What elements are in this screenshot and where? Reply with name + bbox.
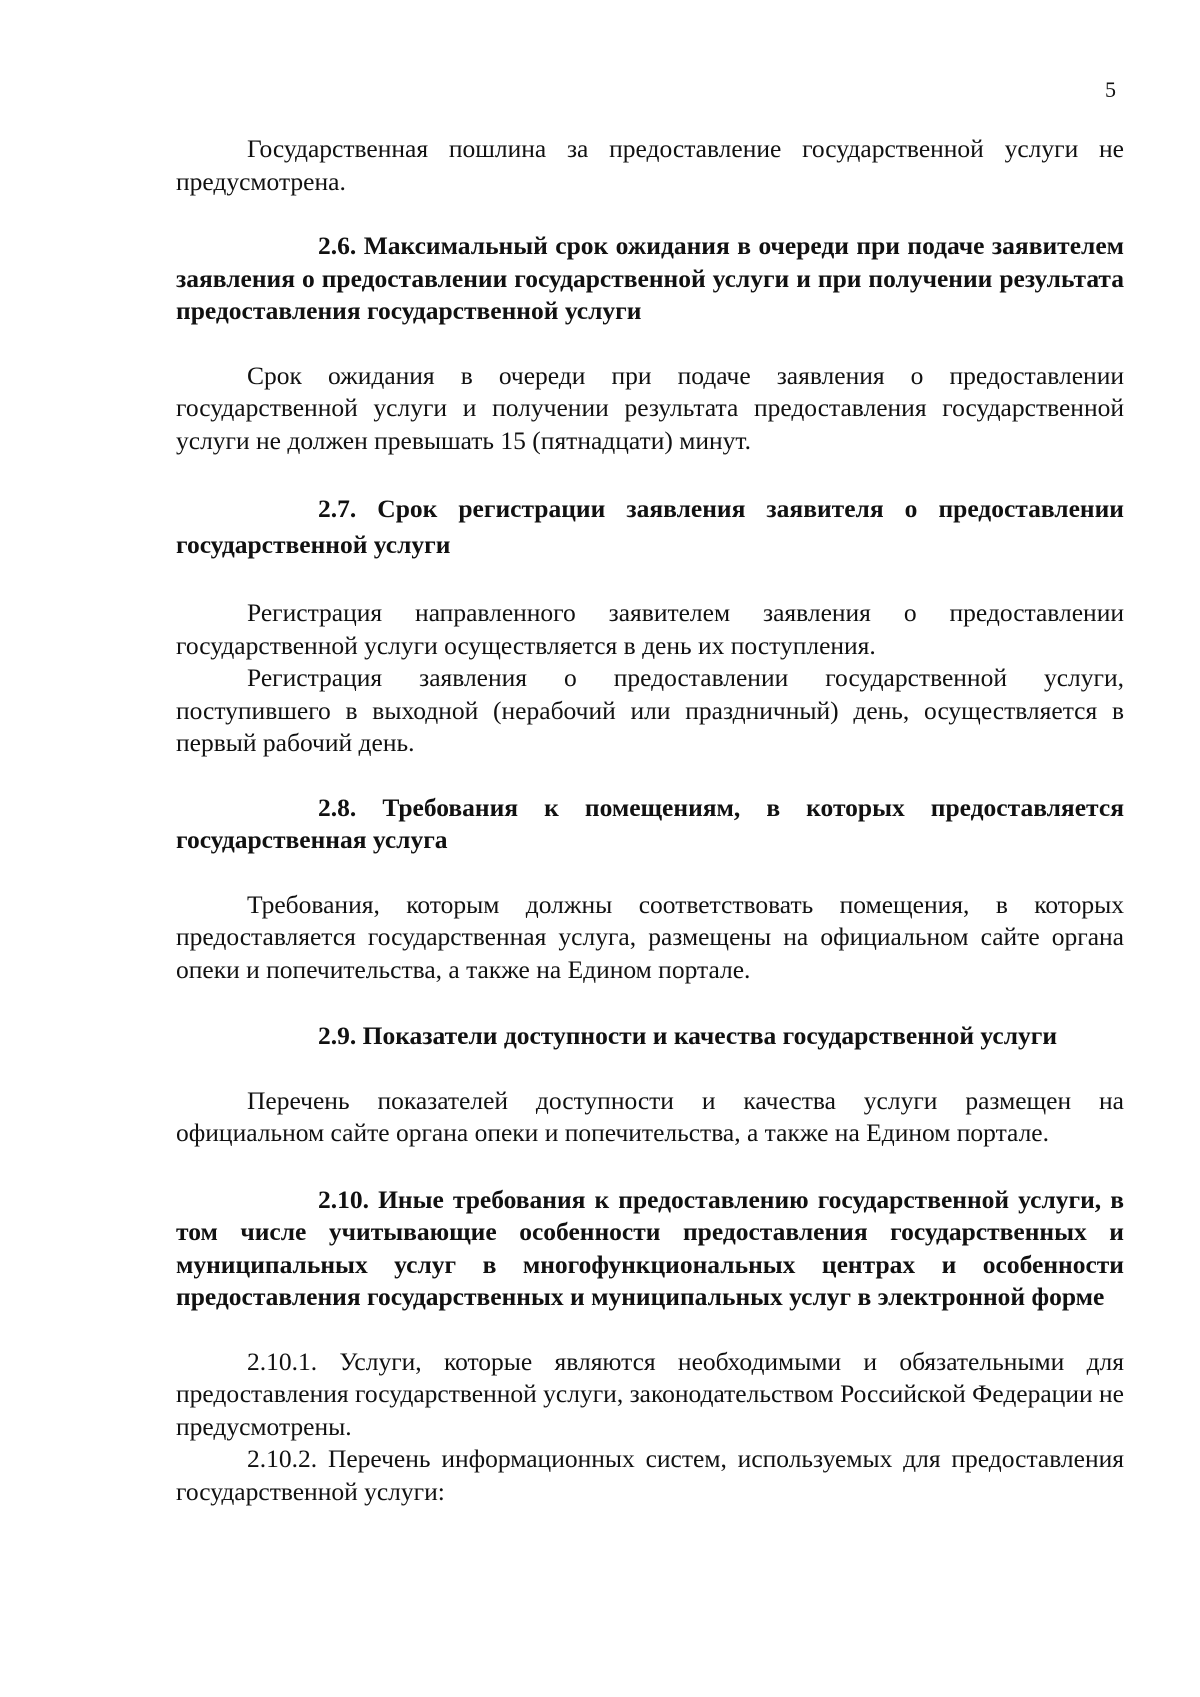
heading-2-7 <box>176 491 1124 563</box>
paragraph-registration-holiday: Регистрация заявления о предоставлении государственной услуги, поступившего в выходной (нерабочий или праздничный) день, осуществляется в первый рабочий день. <box>176 663 1124 757</box>
heading-number: 2.7. <box>318 494 357 523</box>
page-number: 5 <box>1105 77 1116 102</box>
heading-number: 2.8. <box>318 792 357 822</box>
heading-text: Иные требования к предоставлению государственной услуги, в том числе учитывающие особенности предоставления государственных и муниципальных услуг в многофункциональных центрах и особенности предоставления государственных и муниципальных услуг в электронной форме <box>176 1184 1125 1311</box>
paragraph-2-10-1: 2.10.1. Услуги, которые являются необходимыми и обязательными для предоставления государственной услуги, законодательством Российской Федерации не предусмотрены. <box>176 1346 1124 1441</box>
paragraph-waiting-time: Срок ожидания в очереди при подаче заявления о предоставлении государственной услуги и получении результата предоставления государственной услуги не должен превышать 15 (пятнадцати) минут. <box>176 360 1124 455</box>
heading-2-10 <box>176 1184 1124 1314</box>
heading-text: Срок регистрации заявления заявителя о предоставлении государственной услуги <box>176 494 1125 559</box>
heading-text: Максимальный срок ожидания в очереди при подаче заявителем заявления о предоставлении государственной услуги и при получении результата предоставления государственной услуги <box>176 231 1125 325</box>
heading-number: 2.9. <box>318 1021 357 1050</box>
heading-2-9 <box>176 1020 1124 1053</box>
paragraph-state-fee: Государственная пошлина за предоставление государственной услуги не предусмотрена. <box>176 134 1124 196</box>
heading-2-6 <box>176 230 1124 328</box>
heading-2-8 <box>176 792 1124 857</box>
heading-text: Требования к помещениям, в которых предоставляется государственная услуга <box>176 792 1125 854</box>
heading-text: Показатели доступности и качества государственной услуги <box>362 1021 1058 1050</box>
paragraph-premises-requirements: Требования, которым должны соответствовать помещения, в которых предоставляется государственная услуга, размещены на официальном сайте органа опеки и попечительства, а также на Едином портале. <box>176 889 1124 984</box>
paragraph-accessibility-indicators: Перечень показателей доступности и качества услуги размещен на официальном сайте органа опеки и попечительства, а также на Едином портале. <box>176 1085 1124 1147</box>
document-body <box>176 133 1124 1508</box>
paragraph-registration-term: Регистрация направленного заявителем заявления о предоставлении государственной услуги осуществляется в день их поступления. <box>176 598 1124 660</box>
heading-number: 2.6. <box>318 231 357 260</box>
heading-number: 2.10. <box>318 1184 369 1214</box>
paragraph-2-10-2: 2.10.2. Перечень информационных систем, используемых для предоставления государственной услуги: <box>176 1444 1124 1506</box>
